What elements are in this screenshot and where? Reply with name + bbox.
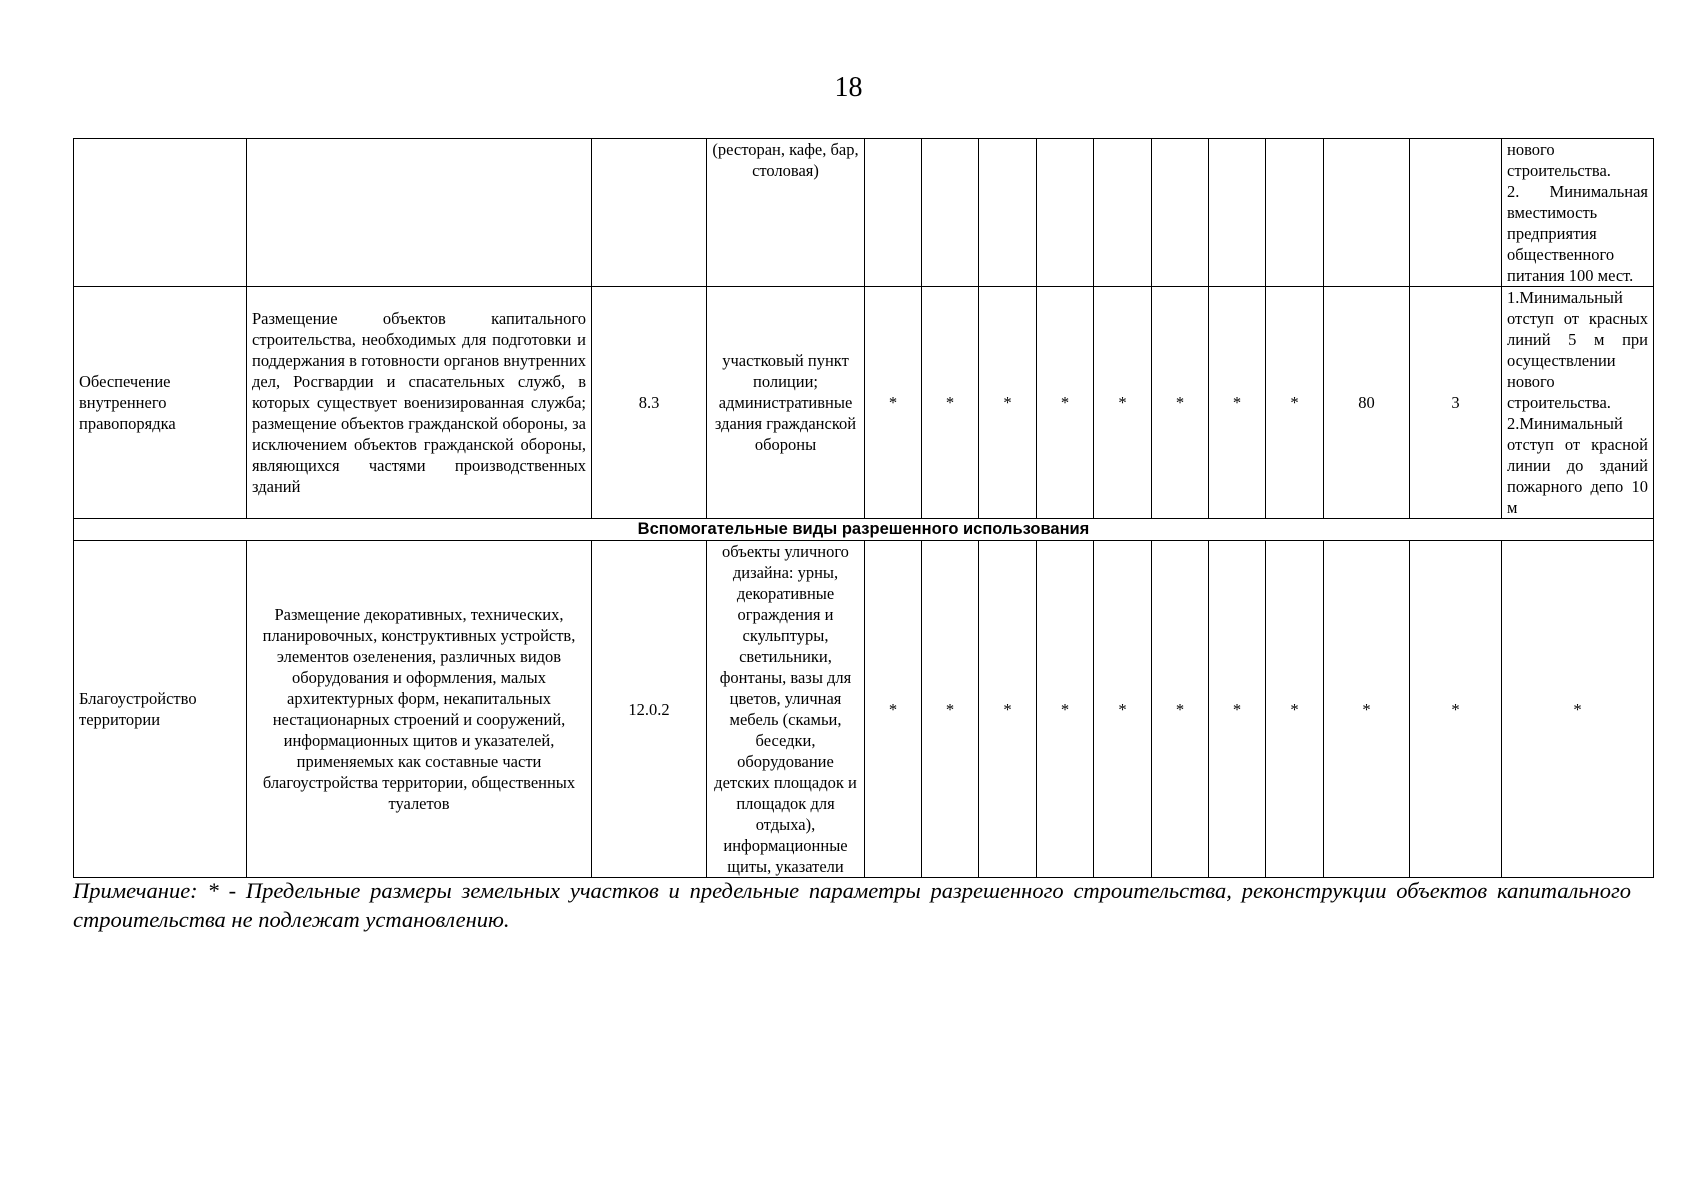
cell-value: 80 bbox=[1324, 287, 1410, 519]
cell-value bbox=[865, 139, 922, 287]
cell-note: 1.Минимальный отступ от красных линий 5 м при осуществлении нового строительства. 2.Минимальный отступ от красной линии до зданий пожарного депо 10 м bbox=[1502, 287, 1654, 519]
cell-value bbox=[1410, 139, 1502, 287]
regulations-table bbox=[73, 138, 1654, 878]
cell-value: * bbox=[1094, 541, 1152, 878]
cell-code bbox=[592, 139, 707, 287]
cell-objects: объекты уличного дизайна: урны, декоративные ограждения и скульптуры, светильники, фонтаны, вазы для цветов, уличная мебель (скамьи, беседки, оборудование детских площадок и площадок для отдыха), информационные щиты, указатели bbox=[707, 541, 865, 878]
cell-value bbox=[1037, 139, 1094, 287]
cell-value: * bbox=[979, 541, 1037, 878]
table-row-continued bbox=[74, 139, 1654, 287]
cell-description: Размещение декоративных, технических, планировочных, конструктивных устройств, элементов озеленения, различных видов оборудования и оформления, малых архитектурных форм, некапитальных нестационарных строений и сооружений, информационных щитов и указателей, применяемых как составные части благоустройства территории, общественных туалетов bbox=[247, 541, 592, 878]
cell-value: * bbox=[1266, 541, 1324, 878]
cell-value bbox=[1152, 139, 1209, 287]
cell-value bbox=[1209, 139, 1266, 287]
cell-objects: участковый пункт полиции; административные здания гражданской обороны bbox=[707, 287, 865, 519]
table-row-police bbox=[74, 287, 1654, 519]
cell-value: * bbox=[1152, 541, 1209, 878]
cell-value: * bbox=[1037, 287, 1094, 519]
cell-value: * bbox=[1324, 541, 1410, 878]
section-header-row bbox=[74, 519, 1654, 541]
cell-note: нового строительства. 2. Минимальная вместимость предприятия общественного питания 100 мест. bbox=[1502, 139, 1654, 287]
cell-value bbox=[1324, 139, 1410, 287]
cell-value bbox=[979, 139, 1037, 287]
cell-value: 3 bbox=[1410, 287, 1502, 519]
cell-value: * bbox=[1209, 287, 1266, 519]
table-row-landscaping bbox=[74, 541, 1654, 878]
cell-code: 12.0.2 bbox=[592, 541, 707, 878]
cell-description bbox=[247, 139, 592, 287]
cell-name: Обеспечение внутреннего правопорядка bbox=[74, 287, 247, 519]
cell-objects: (ресторан, кафе, бар, столовая) bbox=[707, 139, 865, 287]
cell-value: * bbox=[865, 287, 922, 519]
cell-value bbox=[1266, 139, 1324, 287]
cell-value: * bbox=[1094, 287, 1152, 519]
cell-value: * bbox=[1152, 287, 1209, 519]
footnote: Примечание: * - Предельные размеры земельных участков и предельные параметры разрешенного строительства, реконструкции объектов капитального строительства не подлежат установлению. bbox=[73, 878, 1631, 932]
cell-note: * bbox=[1502, 541, 1654, 878]
cell-value bbox=[922, 139, 979, 287]
cell-code: 8.3 bbox=[592, 287, 707, 519]
cell-value: * bbox=[1266, 287, 1324, 519]
cell-name: Благоустройство территории bbox=[74, 541, 247, 878]
cell-description: Размещение объектов капитального строительства, необходимых для подготовки и поддержания в готовности органов внутренних дел, Росгвардии и спасательных служб, в которых существует военизированная служба; размещение объектов гражданской обороны, за исключением объектов гражданской обороны, являющихся частями производственных зданий bbox=[247, 287, 592, 519]
cell-value: * bbox=[1410, 541, 1502, 878]
section-header: Вспомогательные виды разрешенного использования bbox=[74, 519, 1654, 541]
cell-value: * bbox=[865, 541, 922, 878]
cell-value: * bbox=[1037, 541, 1094, 878]
cell-value: * bbox=[922, 287, 979, 519]
cell-value: * bbox=[922, 541, 979, 878]
page-number: 18 bbox=[834, 72, 863, 103]
cell-name bbox=[74, 139, 247, 287]
cell-value bbox=[1094, 139, 1152, 287]
cell-value: * bbox=[979, 287, 1037, 519]
cell-value: * bbox=[1209, 541, 1266, 878]
